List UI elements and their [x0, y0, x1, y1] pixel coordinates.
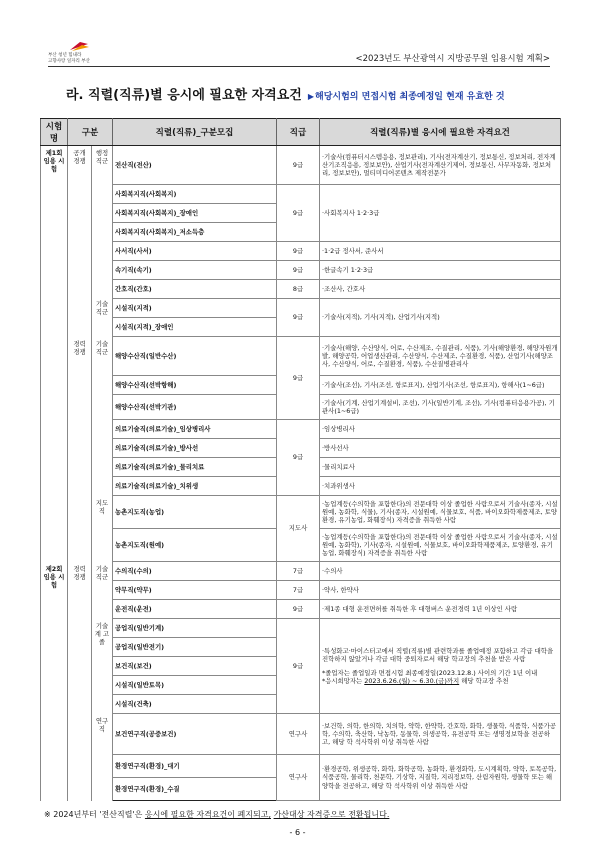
exam-name-1-cont: [41, 337, 68, 562]
qualification-cell: ·사회복지사 1·2·3급: [320, 185, 561, 242]
qualification-cell: ·치과위생사: [320, 477, 561, 496]
grade-cell: 9급: [277, 420, 320, 496]
table-row: [41, 299, 561, 318]
table-row: [41, 185, 561, 204]
logo-mark-icon: [68, 40, 90, 52]
job-series-cell: 전산직(전산): [113, 146, 277, 185]
logo-text: 부산 청년 힘내라 고향사랑 일자리 부산: [48, 53, 90, 64]
subcategory-research: 연구직: [92, 714, 113, 801]
job-series-cell: 보건직(보건): [113, 657, 277, 676]
qualification-cell: ·방사선사: [320, 439, 561, 458]
subcategory-tech-2: 기술 직군: [92, 562, 113, 619]
recommend-note-1: *졸업자는 졸업일과 면접시험 최종예정일(2023.12.8.) 사이의 기간 1년 이내: [322, 669, 538, 677]
qualification-cell: ·1·2급 정사서, 준사서: [320, 242, 561, 261]
document-title: <2023년도 부산광역시 지방공무원 임용시험 계획>: [355, 54, 550, 64]
section-title: 라. 직렬(직류)별 응시에 필요한 자격요건: [66, 88, 302, 103]
qualification-cell: ·제1종 대형 운전면허를 취득한 후 대형버스 운전경력 1년 이상인 사람: [320, 600, 561, 619]
job-series-cell: 농촌지도직(원예): [113, 529, 277, 562]
qualification-cell: ·조산사, 간호사: [320, 280, 561, 299]
job-series-cell: 운전직(운전): [113, 600, 277, 619]
job-series-cell: 환경연구직(환경)_대기: [113, 755, 277, 778]
table-row: [41, 714, 561, 755]
job-series-cell: 해양수산직(선박기관): [113, 395, 277, 420]
category-public: 공개 경쟁: [68, 146, 92, 337]
grade-cell: 9급: [277, 600, 320, 619]
job-series-cell: 공업직(일반전기): [113, 638, 277, 657]
header-exam: 시험명: [41, 119, 68, 146]
grade-cell: 9급: [277, 242, 320, 261]
qualification-cell: ·농업계등(수의학을 포함한다)의 전문대학 이상 졸업한 사람으로서 기술사(종자, 시설원예, 농화학, 식물), 기사(종자, 시설원예, 식물보호, 식품, 바이오화학제품제조, 토양환경, 유기농업, 화훼장식) 자격증을 취득한 사람: [320, 496, 561, 529]
qualification-cell: ·임상병리사: [320, 420, 561, 439]
category-career: 경력 경쟁: [68, 337, 92, 562]
table-header-row: [41, 119, 561, 146]
subcategory-admin: 행정 직군: [92, 146, 113, 280]
table-row: [41, 755, 561, 778]
table-row: [41, 242, 561, 261]
triangle-right-icon: ▶: [307, 92, 315, 101]
qualification-cell: ·기술사(지적), 기사(지적), 산업기사(지적): [320, 299, 561, 337]
table-row: [41, 337, 561, 376]
grade-cell: 9급: [277, 299, 320, 337]
table-row: [41, 496, 561, 529]
job-series-cell: 간호직(간호): [113, 280, 277, 299]
subcategory-tech: 기술 직군: [92, 280, 113, 337]
header-job-series: 직렬(직류)_구분모집: [113, 119, 277, 146]
qualification-cell: ·환경공학, 위생공학, 화학, 화학공학, 농화학, 환경화학, 도시계획학, 약학, 토목공학, 식품공학, 물리학, 천문학, 기상학, 지질학, 지리정보학, 산림자원학, 생물학 또는 해양학을 전공하고, 해당 학 석사학위 이상 취득한 사람: [320, 755, 561, 801]
grade-cell: 9급: [277, 337, 320, 420]
grade-cell: 연구사: [277, 714, 320, 755]
busan-logo: [48, 40, 108, 68]
qualification-text: ·특성화고·마이스터고에서 직렬(직류)별 관련학과를 졸업예정 포함하고 각급 대학을 진학하지 않았거나 각급 대학 중퇴자로서 해당 학교장의 추천을 받은 사람: [322, 646, 554, 663]
job-series-cell: 농촌지도직(농업): [113, 496, 277, 529]
job-series-cell: 사회복지직(사회복지): [113, 185, 277, 204]
job-series-cell: 해양수산직(일반수산): [113, 337, 277, 376]
job-series-cell: 사서직(사서): [113, 242, 277, 261]
job-series-cell: 해양수산직(선박항해): [113, 376, 277, 395]
table-row: [41, 562, 561, 581]
qualification-cell: ·농업계등(수의학을 포함한다)의 전문대학 이상 졸업한 사람으로서 기술사(종자, 시설원예, 농화학), 기사(종자, 시설원예, 식물보호, 바이오화학제품제조, 토양환경, 유기농업, 화훼장식) 자격증을 취득한 사람: [320, 529, 561, 562]
grade-cell: 9급: [277, 261, 320, 280]
recommend-note-2: *응시희망자는 2023.6.26.(월) ~ 6.30.(금)까지 해당 학교장 추천: [322, 677, 509, 686]
job-series-cell: 시설직(건축): [113, 695, 277, 714]
qualification-cell: [320, 619, 561, 714]
job-series-cell: 사회복지직(사회복지)_저소득층: [113, 223, 277, 242]
qualification-cell: ·보건학, 의학, 한의학, 치의학, 약학, 한약학, 간호학, 화학, 생물학, 식품학, 식품가공학, 수의학, 축산학, 낙농학, 동물학, 의생공학, 유전공학 또는 생명정보학을 전공하고, 해당 학 석사학위 이상 취득한 사람: [320, 714, 561, 755]
job-series-cell: 시설직(일반토목): [113, 676, 277, 695]
grade-cell: 연구사: [277, 755, 320, 801]
table-row: [41, 581, 561, 600]
job-series-cell: 약무직(약무): [113, 581, 277, 600]
job-series-cell: 수의직(수의): [113, 562, 277, 581]
qualification-cell: ·기술사(조선), 기사(조선, 항로표지), 산업기사(조선, 항로표지), 항해사(1~6급): [320, 376, 561, 395]
job-series-cell: 의료기술직(의료기술)_방사선: [113, 439, 277, 458]
qualification-table: [40, 118, 561, 801]
qualification-cell: ·물리치료사: [320, 458, 561, 477]
job-series-cell: 속기직(속기): [113, 261, 277, 280]
exam-name-2: 제2회 임용 시험: [41, 562, 68, 801]
grade-cell: 7급: [277, 562, 320, 581]
category-career-2: 경력 경쟁: [68, 562, 92, 801]
section-note: ▶해당시험의 면접시험 최종예정일 현재 유효한 것: [307, 92, 505, 102]
grade-cell: 9급: [277, 185, 320, 242]
page-number: - 6 -: [289, 828, 306, 837]
header-grade: 직급: [277, 119, 320, 146]
qualification-cell: ·기술사(컴퓨터시스템응용, 정보관리), 기사(전자계산기, 정보통신, 정보처리, 전자계산기조직응용, 정보보안), 산업기사(전자계산기제어, 정보통신, 사무자동화, 정보처리, 정보보안), 멀티미디어콘텐츠 제작전문가: [320, 146, 561, 185]
job-series-cell: 사회복지직(사회복지)_장애인: [113, 204, 277, 223]
subcategory-tech-career: 기술 직군: [92, 337, 113, 496]
table-row: [41, 420, 561, 439]
header-qualification: 직렬(직류)별 응시에 필요한 자격요건: [320, 119, 561, 146]
grade-cell: 지도사: [277, 496, 320, 562]
footnote: ※ 2024년부터 '전산직렬'은 응시에 필요한 자격요건이 폐지되고, 가산대상 자격증으로 전환됩니다.: [44, 810, 390, 819]
qualification-cell: ·수의사: [320, 562, 561, 581]
job-series-cell: 의료기술직(의료기술)_치위생: [113, 477, 277, 496]
subcategory-tech-highschool: 기술계 고 졸: [92, 619, 113, 714]
grade-cell: 9급: [277, 146, 320, 185]
qualification-cell: ·한글속기 1·2·3급: [320, 261, 561, 280]
table-row: [41, 600, 561, 619]
job-series-cell: 공업직(일반기계): [113, 619, 277, 638]
grade-cell: 9급: [277, 619, 320, 714]
job-series-cell: 시설직(지적)_장애인: [113, 318, 277, 337]
job-series-cell: 의료기술직(의료기술)_물리치료: [113, 458, 277, 477]
table-row: [41, 619, 561, 638]
table-row: [41, 146, 561, 185]
qualification-cell: ·약사, 한약사: [320, 581, 561, 600]
exam-name-1: 제1회 임용 시험: [41, 146, 68, 337]
table-row: [41, 280, 561, 299]
qualification-cell: ·기술사(기계, 산업기계설비, 조선), 기사(일반기계, 조선), 기사(컴퓨터응용가공), 기관사(1~6급): [320, 395, 561, 420]
header-divider: [48, 66, 550, 67]
grade-cell: 7급: [277, 581, 320, 600]
grade-cell: 8급: [277, 280, 320, 299]
job-series-cell: 환경연구직(환경)_수질: [113, 778, 277, 801]
subcategory-extension: 지도직: [92, 496, 113, 562]
header-category: 구분: [68, 119, 113, 146]
table-row: [41, 261, 561, 280]
job-series-cell: 의료기술직(의료기술)_임상병리사: [113, 420, 277, 439]
job-series-cell: 시설직(지적): [113, 299, 277, 318]
section-heading: [66, 84, 505, 103]
qualification-cell: ·기술사(해양, 수산양식, 어로, 수산제조, 수질관리, 식품), 기사(해양환경, 해양자원개발, 해양공학, 어업생산관리, 수산양식, 수산제조, 수질환경, 식품), 산업기사(해양조사, 수산양식, 어로, 수질환경, 식품), 수산질병관리사: [320, 337, 561, 376]
job-series-cell: 보건연구직(공중보건): [113, 714, 277, 755]
